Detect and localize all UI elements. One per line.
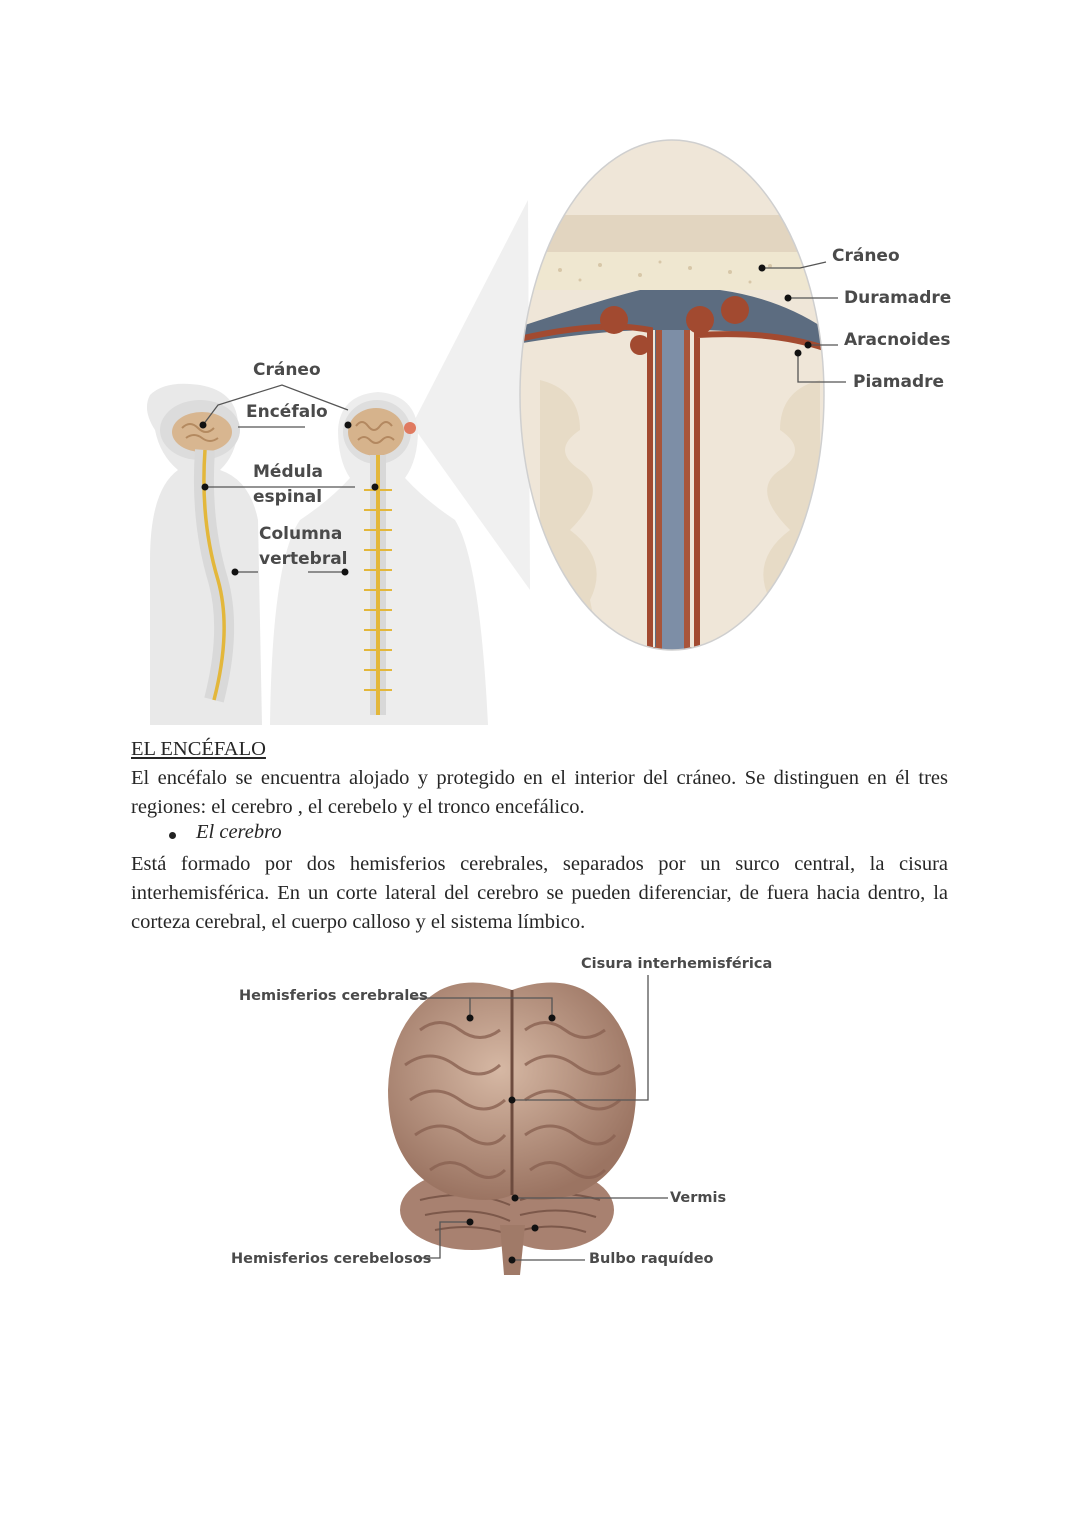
label-craneo-meninges: Cráneo bbox=[832, 246, 900, 266]
label-aracnoides: Aracnoides bbox=[844, 330, 951, 350]
label-piamadre: Piamadre bbox=[853, 372, 945, 392]
label-vermis: Vermis bbox=[670, 1190, 727, 1206]
nervous-system-illustration bbox=[0, 0, 1080, 730]
label-hemisferios-cerebelosos: Hemisferios cerebelosos bbox=[231, 1251, 432, 1267]
section-heading: EL ENCÉFALO bbox=[131, 738, 266, 760]
label-encefalo: Encéfalo bbox=[246, 402, 328, 422]
label-columna-vertebral-1: Columna bbox=[259, 524, 343, 544]
cerebro-paragraph: Está formado por dos hemisferios cerebrales, separados por un surco central, la cisura interhemisférica. En un corte lateral del cerebro se pueden diferenciar, de fuera hacia dentro, la corteza cerebral, el cuerpo calloso y el sistema límbico. bbox=[131, 853, 948, 933]
side-body-figure bbox=[147, 384, 262, 725]
label-medula-espinal-1: Médula bbox=[253, 462, 324, 482]
label-hemisferios-cerebrales: Hemisferios cerebrales bbox=[239, 988, 428, 1004]
meninges-oval bbox=[510, 130, 840, 660]
label-bulbo-raquideo: Bulbo raquídeo bbox=[589, 1251, 714, 1267]
label-medula-espinal-2: espinal bbox=[253, 487, 323, 507]
label-columna-vertebral-2: vertebral bbox=[259, 549, 348, 569]
brain-front-illustration bbox=[0, 950, 1080, 1290]
bullet-cerebro: El cerebro bbox=[196, 821, 282, 843]
label-cisura-interhemisferica: Cisura interhemisférica bbox=[581, 956, 773, 972]
intro-paragraph: El encéfalo se encuentra alojado y protegido en el interior del cráneo. Se distinguen en él tres regiones: el cerebro , el cerebelo y el tronco encefálico. bbox=[131, 767, 948, 818]
label-duramadre: Duramadre bbox=[844, 288, 952, 308]
bullet-marker bbox=[169, 832, 176, 839]
label-craneo-body: Cráneo bbox=[253, 360, 321, 380]
